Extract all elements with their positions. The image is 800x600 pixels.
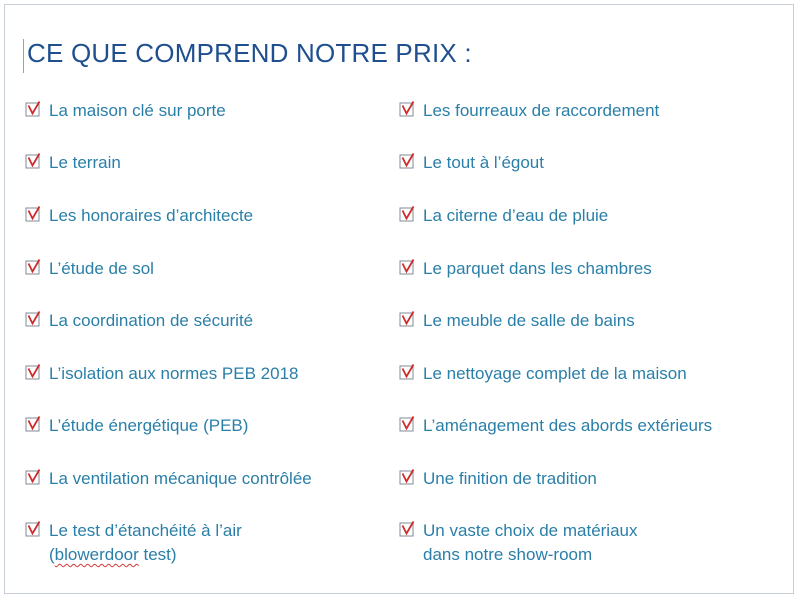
checkbox-check-icon bbox=[399, 205, 416, 222]
list-item-label: L’étude énergétique (PEB) bbox=[49, 416, 249, 435]
list-item bbox=[399, 151, 544, 175]
list-item-line-2: dans notre show-room bbox=[423, 545, 593, 564]
text-cursor bbox=[23, 39, 24, 73]
list-item bbox=[25, 414, 248, 438]
list-item-label: L’aménagement des abords extérieurs bbox=[423, 416, 713, 435]
checkbox-check-icon bbox=[399, 100, 416, 117]
list-item bbox=[25, 257, 154, 281]
list-item-label: L’étude de sol bbox=[49, 259, 154, 278]
paren-close: test) bbox=[138, 545, 177, 564]
list-item-label bbox=[49, 519, 242, 567]
list-item bbox=[25, 519, 242, 567]
checkbox-check-icon bbox=[399, 520, 416, 537]
checkbox-check-icon bbox=[25, 363, 42, 380]
checkbox-check-icon bbox=[399, 415, 416, 432]
checkbox-check-icon bbox=[25, 152, 42, 169]
checkbox-check-icon bbox=[25, 258, 42, 275]
list-item-label: La maison clé sur porte bbox=[49, 101, 226, 120]
list-item bbox=[25, 99, 226, 123]
list-item bbox=[399, 309, 635, 333]
checkbox-check-icon bbox=[25, 520, 42, 537]
list-item bbox=[399, 204, 608, 228]
checkbox-check-icon bbox=[25, 468, 42, 485]
list-item-label: L’isolation aux normes PEB 2018 bbox=[49, 364, 299, 383]
paren-open: ( bbox=[49, 545, 55, 564]
checkbox-check-icon bbox=[399, 468, 416, 485]
list-item bbox=[25, 204, 253, 228]
checkbox-check-icon bbox=[399, 310, 416, 327]
list-item bbox=[399, 519, 638, 567]
list-item-line-2 bbox=[49, 543, 242, 567]
list-item-label: Le tout à l’égout bbox=[423, 153, 544, 172]
list-item-label: Les fourreaux de raccordement bbox=[423, 101, 660, 120]
checkbox-check-icon bbox=[25, 205, 42, 222]
list-item-label: Le meuble de salle de bains bbox=[423, 311, 635, 330]
list-item-label bbox=[423, 519, 638, 567]
list-item bbox=[399, 257, 652, 281]
list-item bbox=[25, 309, 253, 333]
list-item-label: La coordination de sécurité bbox=[49, 311, 254, 330]
list-item bbox=[399, 362, 687, 386]
list-item-label: Le nettoyage complet de la maison bbox=[423, 364, 687, 383]
checkbox-check-icon bbox=[399, 363, 416, 380]
list-item-label: La ventilation mécanique contrôlée bbox=[49, 469, 312, 488]
checkbox-check-icon bbox=[25, 100, 42, 117]
list-item-label: Le parquet dans les chambres bbox=[423, 259, 652, 278]
list-item bbox=[25, 467, 312, 491]
list-item bbox=[25, 362, 299, 386]
list-item-label: Les honoraires d’architecte bbox=[49, 206, 254, 225]
list-item bbox=[399, 99, 659, 123]
list-item bbox=[399, 467, 597, 491]
list-item-line-1: Un vaste choix de matériaux bbox=[423, 521, 638, 540]
document-frame bbox=[4, 4, 794, 594]
page-title: CE QUE COMPREND NOTRE PRIX : bbox=[27, 38, 472, 68]
checkbox-check-icon bbox=[25, 415, 42, 432]
list-item-label: Une finition de tradition bbox=[423, 469, 597, 488]
list-item-line-1: Le test d’étanchéité à l’air bbox=[49, 521, 242, 540]
checkbox-check-icon bbox=[399, 152, 416, 169]
list-item-label: La citerne d’eau de pluie bbox=[423, 206, 609, 225]
list-item-label: Le terrain bbox=[49, 153, 121, 172]
list-item bbox=[399, 414, 712, 438]
list-item bbox=[25, 151, 121, 175]
checkbox-check-icon bbox=[399, 258, 416, 275]
misspelled-word: blowerdoor bbox=[54, 545, 139, 564]
checkbox-check-icon bbox=[25, 310, 42, 327]
